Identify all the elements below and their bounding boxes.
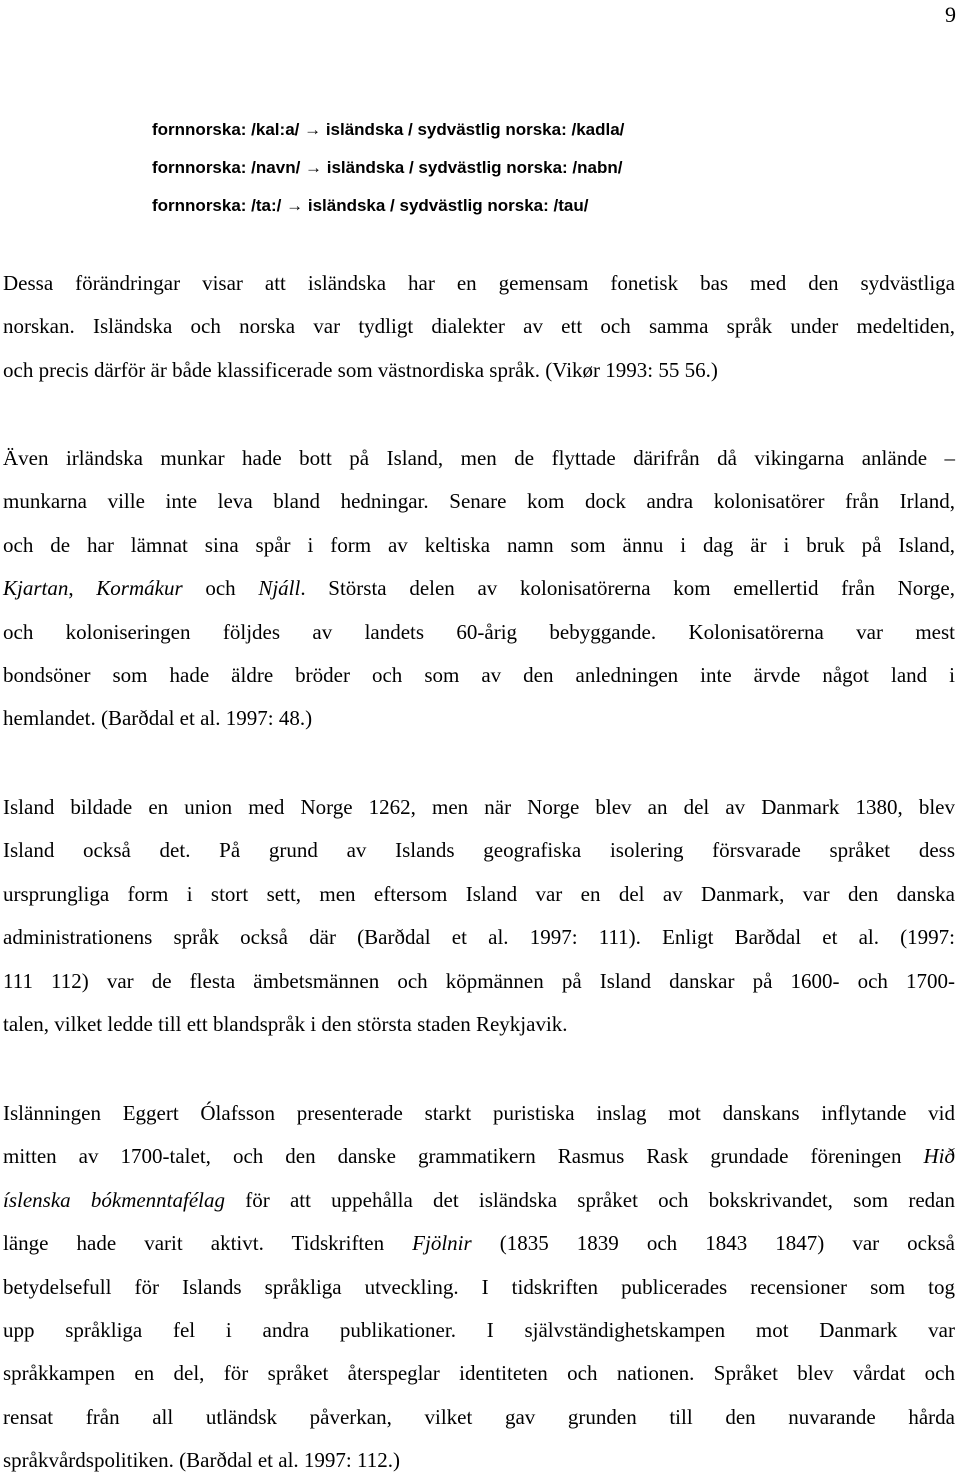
text-line: språkvårdspolitiken. (Barðdal et al. 1997: 112.): [3, 1448, 400, 1473]
text-line: Island också det. På grund av Islands geografiska isolering försvarade språket dess: [3, 838, 955, 863]
text-line: [3, 1135, 955, 1178]
name-kormakur: Kormákur: [96, 576, 183, 601]
paragraph-colonisation: [3, 437, 955, 741]
example-line: fornnorska: /navn/ → isländska / sydvästlig norska: /nabn/: [152, 158, 623, 177]
text-line: ursprungliga form i stort sett, men eftersom Island var en del av Danmark, var den danska: [3, 881, 955, 906]
text-line: [3, 1179, 955, 1222]
text-fragment: . Största delen av kolonisatörerna kom emellertid från Norge,: [300, 576, 955, 601]
text-line: och precis därför är både klassificerade som västnordiska språk. (Vikør 1993: 55 56.): [3, 357, 718, 382]
text-line: [3, 567, 955, 610]
text-fragment: och: [182, 576, 259, 601]
text-line: betydelsefull för Islands språkliga utveckling. I tidskriften publicerades recensioner som tog: [3, 1274, 955, 1299]
text-line: och de har lämnat sina spår i form av keltiska namn som ännu i dag är i bruk på Island,: [3, 532, 955, 557]
example-list: [152, 114, 624, 228]
text-line: norskan. Isländska och norska var tydligt dialekter av ett och samma språk under medeltiden,: [3, 314, 955, 339]
text-line: Dessa förändringar visar att isländska har en gemensam fonetisk bas med den sydvästliga: [3, 271, 955, 295]
text-line: Även irländska munkar hade bott på Island, men de flyttade därifrån då vikingarna anlände –: [3, 446, 955, 470]
text-fragment: mitten av 1700-talet, och den danske grammatikern Rasmus Rask grundade föreningen: [3, 1144, 924, 1169]
page-number: 9: [945, 2, 956, 27]
name-kjartan: Kjartan: [3, 576, 69, 601]
text-line: språkkampen en del, för språket återspeglar identiteten och nationen. Språket blev vårdat och: [3, 1361, 955, 1386]
title-fjolnir: Fjölnir: [412, 1231, 472, 1256]
text-line: hemlandet. (Barðdal et al. 1997: 48.): [3, 706, 313, 731]
text-fragment: för att uppehålla det isländska språket och bokskrivandet, som redan: [225, 1187, 955, 1212]
text-line: talen, vilket ledde till ett blandspråk i den största staden Reykjavik.: [3, 1012, 568, 1037]
example-line: fornnorska: /kal:a/ → isländska / sydvästlig norska: /kadla/: [152, 120, 625, 139]
text-line: och koloniseringen följdes av landets 60-årig bebyggande. Kolonisatörerna var mest: [3, 619, 955, 644]
text-line: Islänningen Eggert Ólafsson presenterade starkt puristiska inslag mot danskans inflytande vid: [3, 1101, 955, 1125]
text-fragment: (1835 1839 och 1843 1847) var också: [471, 1231, 955, 1256]
text-line: 111 112) var de flesta ämbetsmännen och köpmännen på Island danskar på 1600- och 1700-: [3, 968, 955, 993]
text-line: upp språkliga fel i andra publikationer. I självständighetskampen mot Danmark var: [3, 1318, 955, 1343]
text-line: administrationens språk också där (Barðdal et al. 1997: 111). Enligt Barðdal et al. (1997:: [3, 925, 955, 950]
text-line: munkarna ville inte leva bland hedningar. Senare kom dock andra kolonisatörer från Irland,: [3, 489, 955, 514]
name-njall: Njáll: [258, 576, 301, 601]
paragraph-union-denmark: [3, 786, 955, 1046]
paragraph-phonetic-basis: [3, 262, 955, 392]
title-islenska-bokmenntafelag: íslenska bókmenntafélag: [3, 1187, 226, 1212]
paragraph-purism: [3, 1092, 955, 1483]
text-fragment: länge hade varit aktivt. Tidskriften: [3, 1231, 413, 1256]
text-fragment: ,: [68, 576, 97, 601]
text-line: [3, 1222, 955, 1265]
text-line: bondsöner som hade äldre bröder och som av den anledningen inte ärvde något land i: [3, 663, 955, 688]
title-hid: Hið: [923, 1144, 955, 1169]
text-line: rensat från all utländsk påverkan, vilket gav grunden till den nuvarande hårda: [3, 1404, 955, 1429]
text-line: Island bildade en union med Norge 1262, men när Norge blev an del av Danmark 1380, blev: [3, 795, 955, 819]
example-line: fornnorska: /ta:/ → isländska / sydvästlig norska: /tau/: [152, 196, 589, 215]
